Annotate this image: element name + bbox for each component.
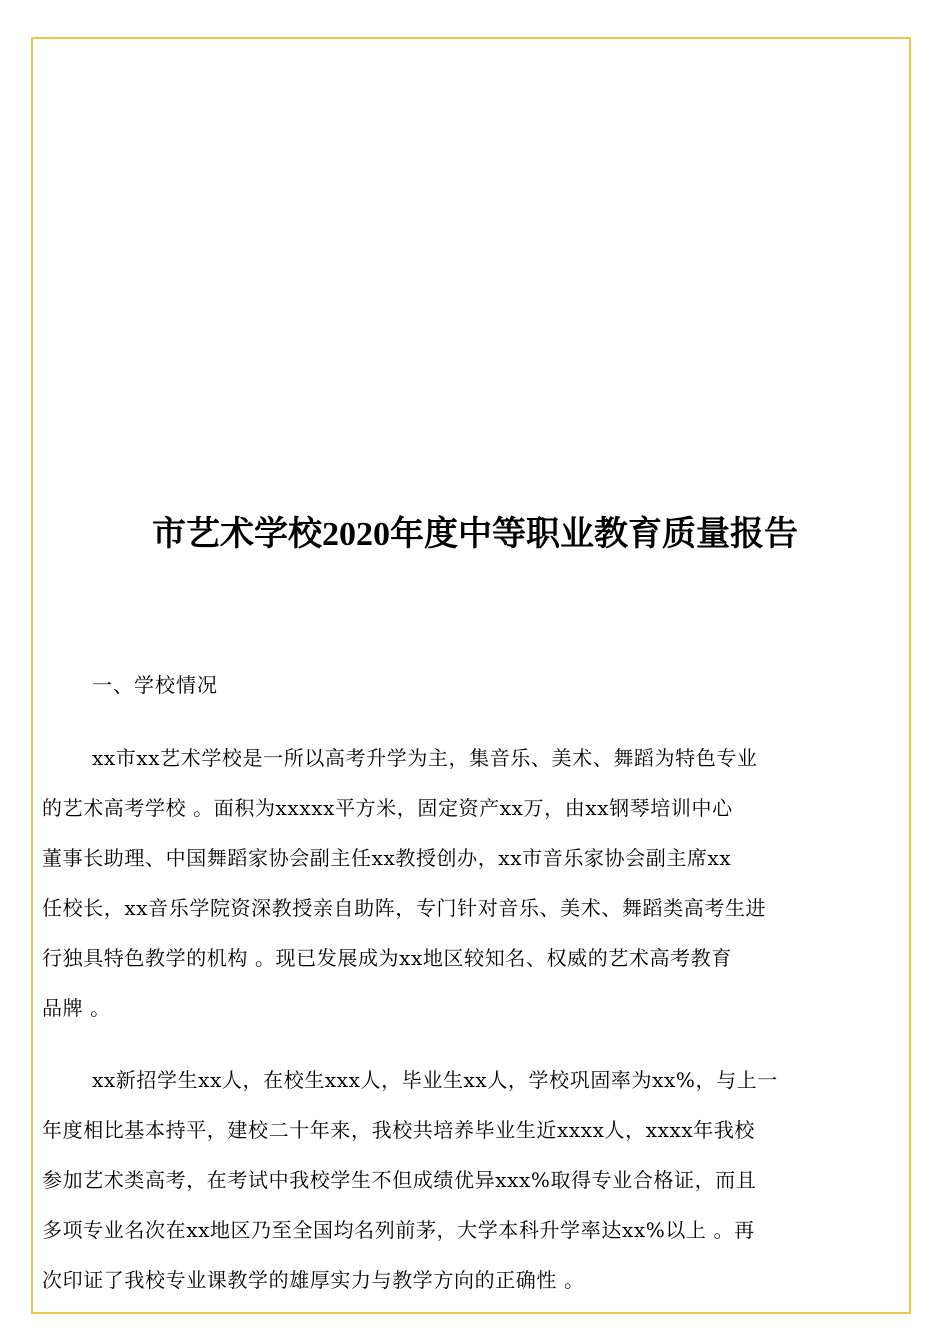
paragraph-line: 参加艺术类高考，在考试中我校学生不但成绩优异xxx%取得专业合格证，而且 [42, 1168, 757, 1192]
paragraph-line: xx市xx艺术学校是一所以高考升学为主，集音乐、美术、舞蹈为特色专业 [92, 746, 758, 770]
paragraph-line: 行独具特色教学的机构 。现已发展成为xx地区较知名、权威的艺术高考教育 [42, 946, 732, 970]
paragraph-line: 的艺术高考学校 。面积为xxxxx平方米，固定资产xx万，由xx钢琴培训中心 [42, 796, 733, 820]
document-title: 市艺术学校2020年度中等职业教育质量报告 [152, 516, 798, 553]
paragraph-line: xx新招学生xx人，在校生xxx人，毕业生xx人，学校巩固率为xx%，与上一 [92, 1068, 778, 1092]
paragraph-line: 任校长，xx音乐学院资深教授亲自助阵，专门针对音乐、美术、舞蹈类高考生进 [42, 896, 767, 920]
paragraph-line: 次印证了我校专业课教学的雄厚实力与教学方向的正确性 。 [42, 1268, 585, 1292]
paragraph-line: 董事长助理、中国舞蹈家协会副主任xx教授创办，xx市音乐家协会副主席xx [42, 846, 732, 870]
paragraph-enrollment-stats [42, 1055, 908, 1305]
paragraph-line: 多项专业名次在xx地区乃至全国均名列前茅，大学本科升学率达xx%以上 。再 [42, 1218, 755, 1242]
paragraph-line: 品牌 。 [42, 996, 111, 1020]
paragraph-school-intro [42, 733, 908, 1033]
paragraph-line: 年度相比基本持平，建校二十年来，我校共培养毕业生近xxxx人，xxxx年我校 [42, 1118, 756, 1142]
section-heading: 一、学校情况 [92, 673, 218, 697]
